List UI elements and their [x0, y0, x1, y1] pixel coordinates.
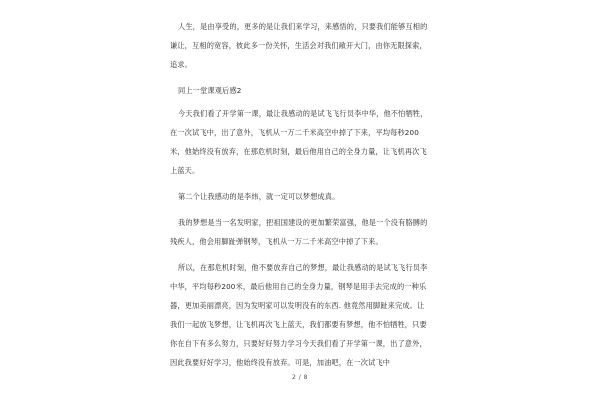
paragraph-6	[170, 263, 432, 368]
text-line: 中华，平均每秒200米，最后他用自己的全身力量，钢琴是用手去完成的一种乐	[170, 282, 427, 291]
text-line: 追求。	[170, 60, 193, 69]
paragraph-1	[170, 22, 432, 70]
text-line: 我的梦想是当一名发明家，把祖国建设的更加繁荣富强，他是一个没有胳膊的	[178, 218, 428, 227]
text-line: 人生，是由享受的，更多的是让我们来学习，来感悟的，只要我们能够互相的	[178, 22, 428, 31]
text-line: 所以，在那危机时刻，他不要放弃自己的梦想，最让我感动的是试飞飞行员李	[178, 263, 428, 272]
text-line: 器，更加美丽漂亮，因为发明家可以发明没有的东西. 他竟然用脚趾来完成。让	[170, 301, 425, 310]
text-line: 上蓝天。	[170, 166, 200, 175]
text-line: 今天我们看了开学第一课，最让我感动的是试飞飞行员李中华，他不怕牺牲，	[178, 109, 428, 118]
text-line: 因此我要好好学习，他始终没有放弃。可是，加油吧，在一次试飞中	[170, 358, 391, 367]
text-line: 在一次试飞中，出了意外，飞机从一万二千米高空中掉了下来，平均每秒200	[170, 128, 419, 137]
text-line: 谦让，互相的宽容，彼此多一份关怀，生活会对我们敞开大门，由你无限探索，	[170, 41, 427, 50]
page-number: 2 / 8	[292, 374, 308, 381]
text-line: 我们一起放飞梦想，让飞机再次飞上蓝天，我们都要有梦想，他不怕牺牲，只要	[170, 320, 427, 329]
text-line: 第二个让我感动的是李炜，就一定可以梦想成真。	[178, 192, 340, 201]
text-line: 残疾人，他会用脚趾弹钢琴，飞机从一万二千米高空中掉了下来。	[170, 237, 383, 246]
paragraph-4	[170, 192, 432, 202]
paragraph-5	[170, 218, 432, 247]
text-line: 你在自下有多么努力，只要好好努力学习今天我们看了开学第一课，出了意外，	[170, 339, 427, 348]
section-heading	[170, 86, 432, 96]
paragraph-3	[170, 109, 432, 176]
document-body	[170, 22, 432, 368]
text-line: 米，他始终没有放弃，在那危机时刻，最后他用自己的全身力量，让飞机再次飞	[170, 147, 427, 156]
heading-text: 同上一堂课观后感2	[178, 86, 242, 95]
